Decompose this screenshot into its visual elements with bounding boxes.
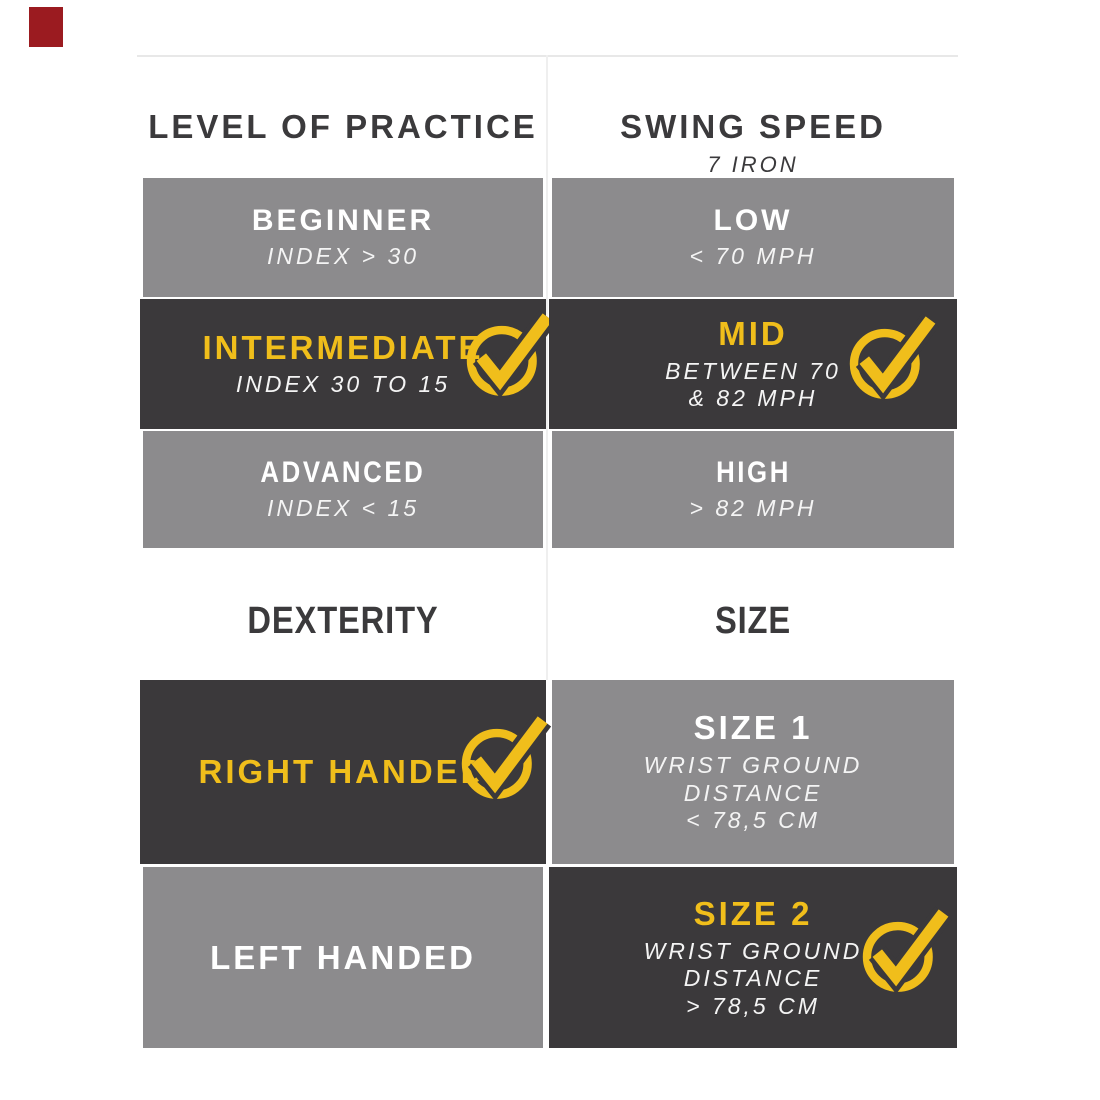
- option-intermediate-selected[interactable]: [140, 299, 546, 429]
- option-label: LEFT HANDED: [210, 938, 476, 976]
- option-right-handed-selected[interactable]: [140, 680, 546, 864]
- option-label: RIGHT HANDED: [198, 753, 488, 791]
- option-sublabel: INDEX < 15: [266, 494, 420, 521]
- section-title-text: DEXTERITY: [247, 600, 439, 642]
- option-size-1[interactable]: [552, 680, 954, 864]
- option-sublabel: BETWEEN 70: [665, 357, 841, 384]
- option-label: HIGH: [715, 456, 791, 490]
- option-label: SIZE 2: [693, 894, 813, 932]
- option-sublabel: > 82 MPH: [689, 494, 817, 521]
- option-label: MID: [718, 314, 788, 352]
- option-sublabel: > 78,5 CM: [686, 992, 820, 1019]
- option-sublabel: & 82 MPH: [688, 385, 818, 412]
- column-divider-line: [546, 55, 548, 680]
- brand-mark: [29, 7, 63, 47]
- option-label: ADVANCED: [260, 456, 426, 490]
- section-title-text: LEVEL OF PRACTICE: [148, 108, 538, 145]
- section-title-dexterity: [168, 600, 517, 643]
- option-label: INTERMEDIATE: [202, 329, 484, 367]
- option-sublabel: DISTANCE: [683, 965, 823, 992]
- option-advanced[interactable]: [143, 431, 543, 548]
- option-sublabel-group: [665, 358, 841, 413]
- option-sublabel-group: [644, 752, 863, 835]
- option-label: LOW: [713, 204, 793, 238]
- option-label: SIZE 1: [693, 709, 813, 747]
- section-title-swing-speed: [549, 108, 957, 178]
- section-title-level-of-practice: [140, 108, 546, 146]
- option-high[interactable]: [552, 431, 954, 548]
- option-sublabel: DISTANCE: [683, 779, 823, 806]
- option-low[interactable]: [552, 178, 954, 297]
- option-sublabel: WRIST GROUND: [643, 937, 863, 964]
- section-title-text: SIZE: [714, 600, 792, 642]
- option-sublabel: WRIST GROUND: [643, 752, 863, 779]
- option-label: BEGINNER: [251, 204, 435, 238]
- check-icon: [853, 899, 965, 1011]
- section-subtitle-7-iron: 7 IRON: [707, 152, 799, 177]
- option-sublabel-group: [644, 938, 863, 1021]
- option-mid-selected[interactable]: [549, 299, 957, 429]
- option-size-2-selected[interactable]: [549, 867, 957, 1048]
- option-sublabel: < 78,5 CM: [686, 807, 820, 834]
- option-sublabel: INDEX 30 TO 15: [235, 371, 451, 398]
- option-beginner[interactable]: [143, 178, 543, 297]
- section-title-size: [578, 600, 929, 643]
- section-title-text: SWING SPEED: [620, 108, 886, 145]
- check-icon: [840, 306, 952, 418]
- option-left-handed[interactable]: [143, 867, 543, 1048]
- option-sublabel: < 70 MPH: [689, 242, 817, 269]
- option-sublabel: INDEX > 30: [266, 242, 420, 269]
